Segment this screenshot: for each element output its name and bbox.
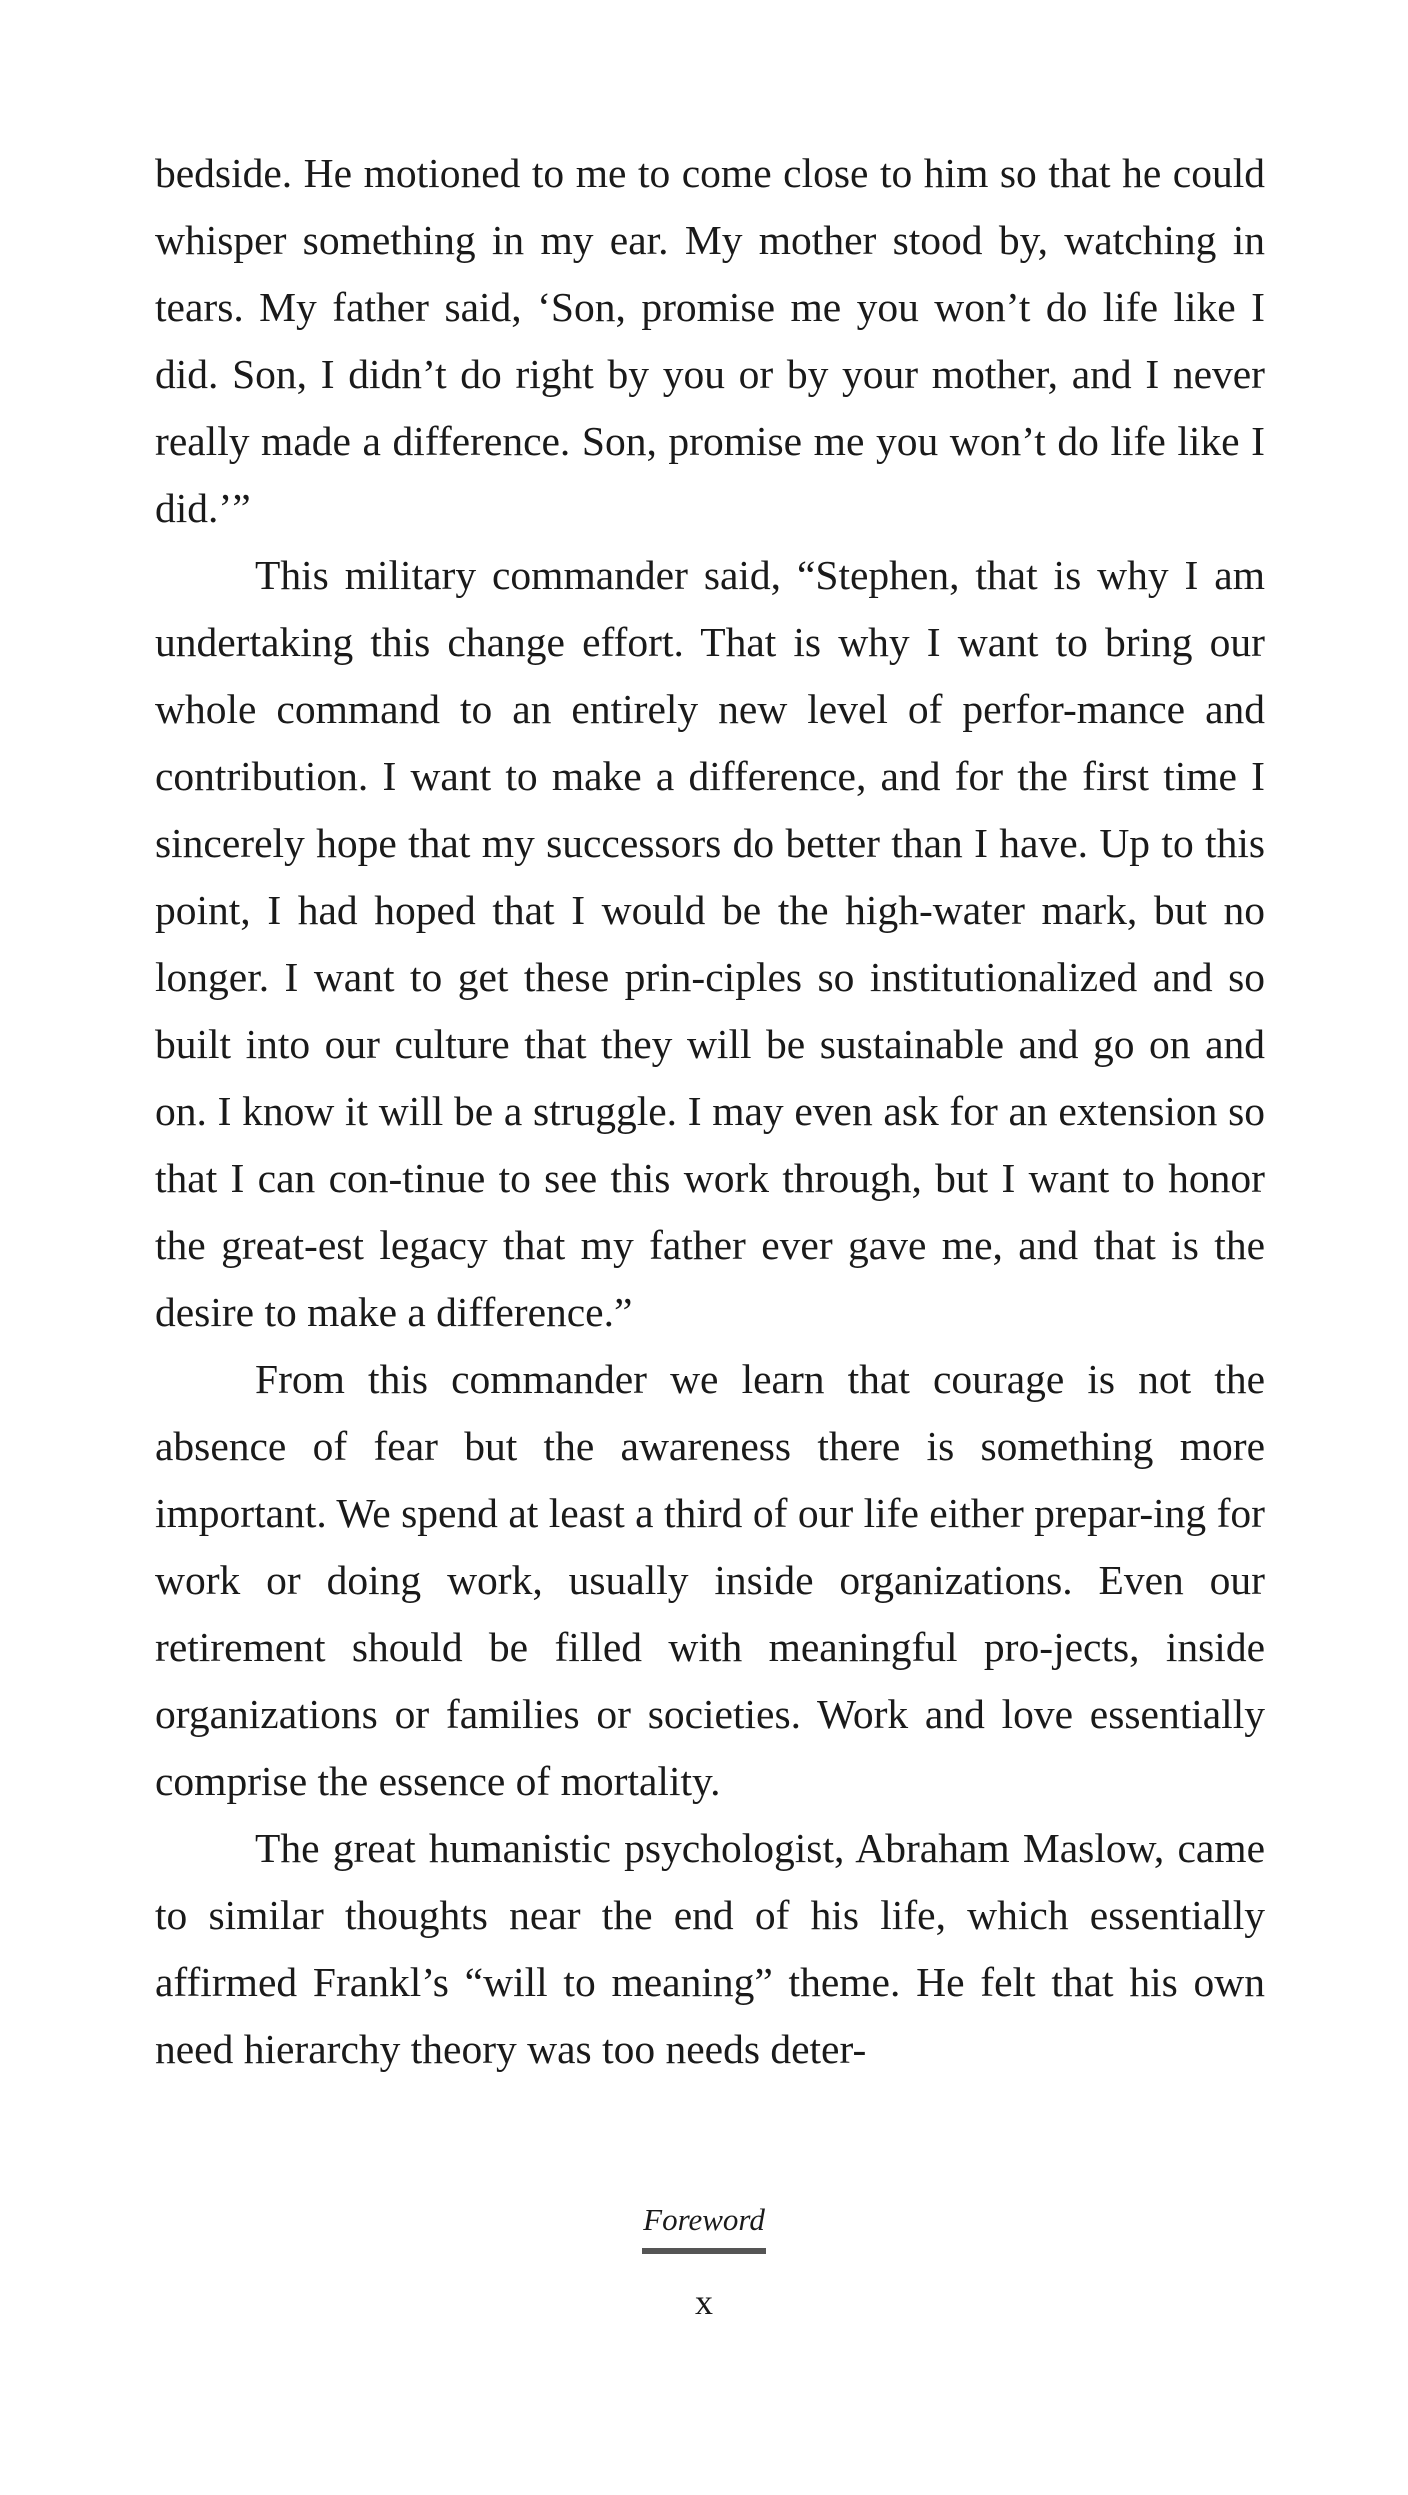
paragraph-1: bedside. He motioned to me to come close to him so that he could whisper something in my ear. My mother stood by, watching in tears. My father said, ‘Son, promise me you won’t do life like I did. Son, I didn’t do right by you or by your mother, and I never really made a difference. Son, promise me you won’t do life like I did.’” (155, 150, 1265, 531)
paragraph-4: The great humanistic psychologist, Abraham Maslow, came to similar thoughts near the end of his life, which essentially affirmed Frankl’s “will to meaning” theme. He felt that his own need hierarchy theory was too needs deter- (155, 1825, 1265, 2072)
paragraph-3: From this commander we learn that courage is not the absence of fear but the awareness there is something more important. We spend at least a third of our life either prepar-ing for work or doing work, usually inside organizations. Even our retirement should be filled with meaningful pro-jects, inside organizations or families or societies. Work and love essentially comprise the essence of mortality. (155, 1356, 1265, 1804)
page-footer (0, 2200, 1408, 2322)
page-number: x (695, 2282, 713, 2322)
footer-rule (642, 2248, 766, 2254)
paragraph-2: This military commander said, “Stephen, that is why I am undertaking this change effort. That is why I want to bring our whole command to an entirely new level of perfor-mance and contribution. I want to make a difference, and for the first time I sincerely hope that my successors do better than I have. Up to this point, I had hoped that I would be the high-water mark, but no longer. I want to get these prin-ciples so institutionalized and so built into our culture that they will be sustainable and go on and on. I know it will be a struggle. I may even ask for an extension so that I can con-tinue to see this work through, but I want to honor the great-est legacy that my father ever gave me, and that is the desire to make a difference.” (155, 552, 1265, 1335)
running-title: Foreword (643, 2202, 765, 2237)
page-body (155, 140, 1265, 2083)
